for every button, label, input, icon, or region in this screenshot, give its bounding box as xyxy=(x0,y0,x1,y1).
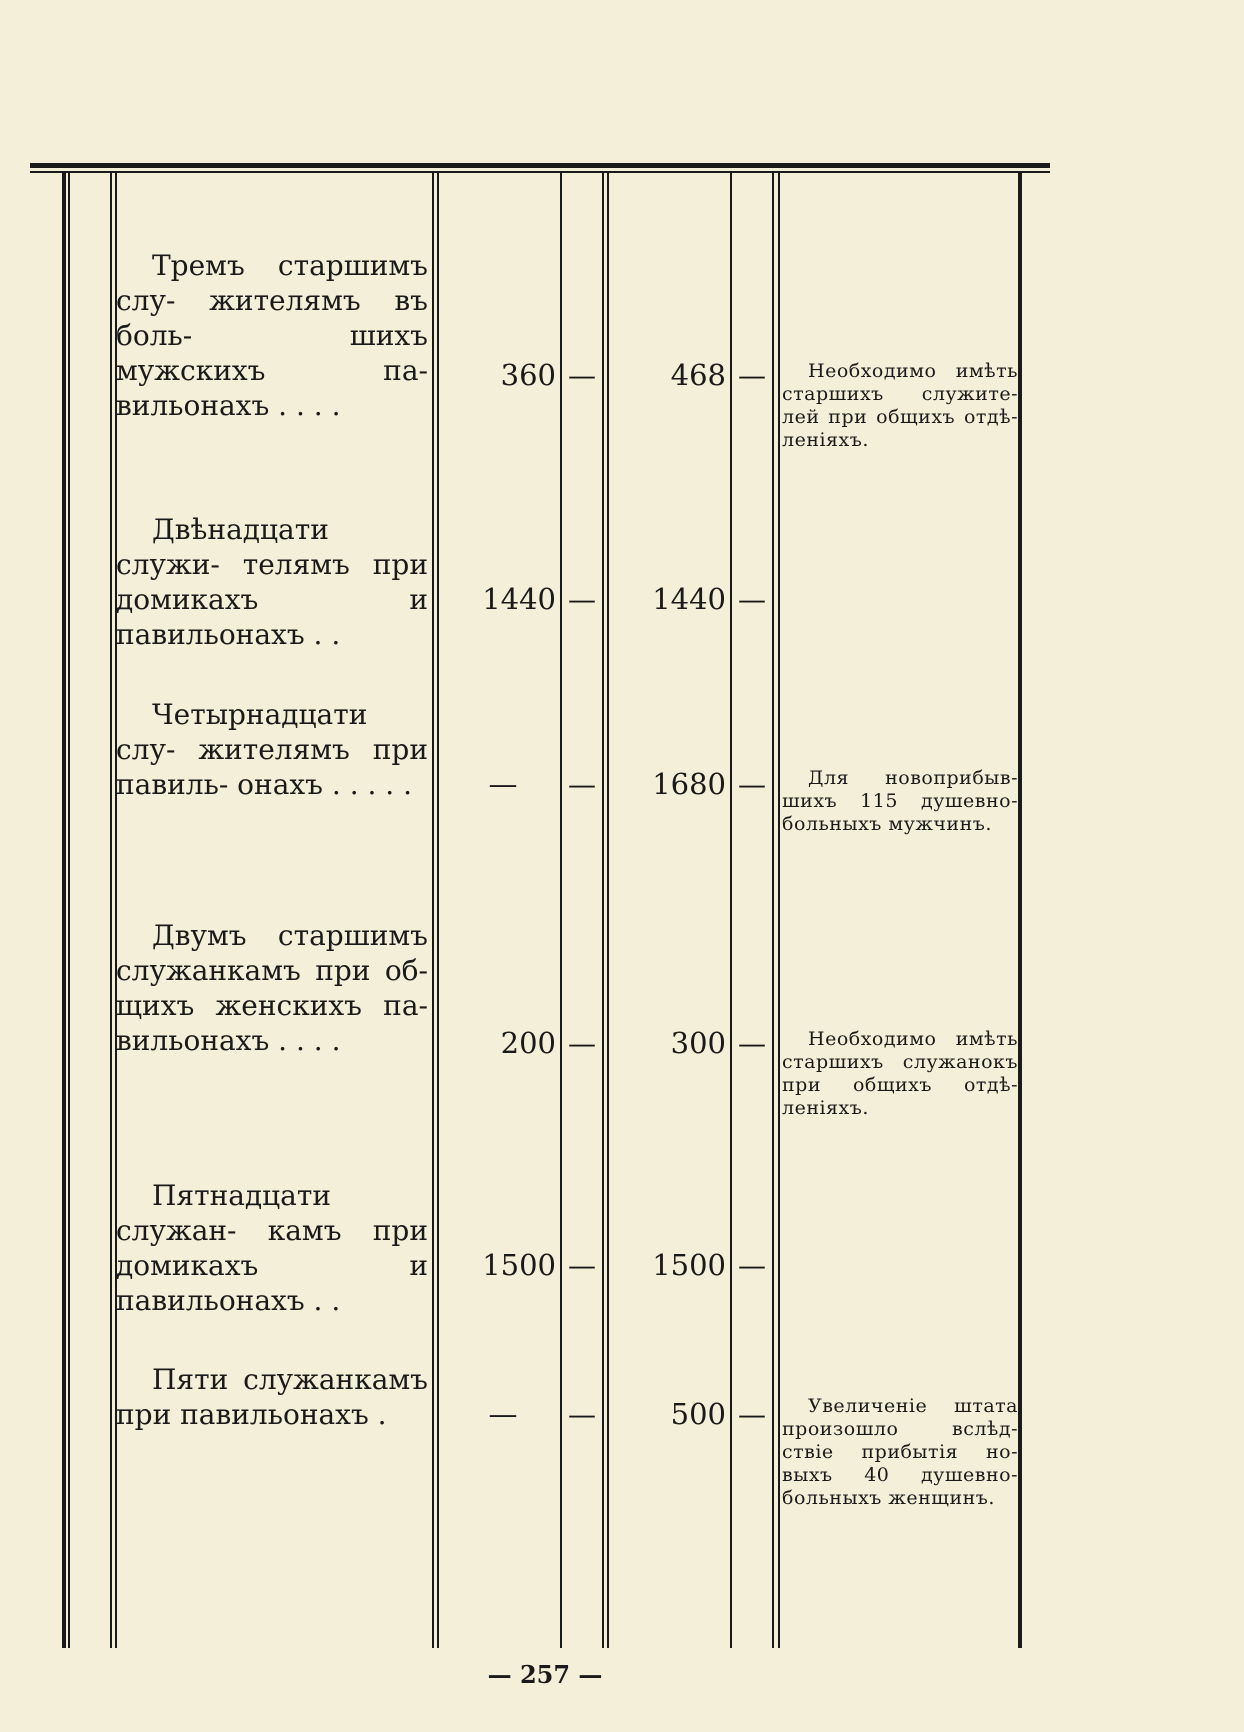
row-3-new-kopecks: — xyxy=(738,768,766,801)
row-1-note-text: Необходимо имѣть старшихъ служите- лей при общихъ отдѣ- леніяхъ. xyxy=(782,360,1018,451)
column-rule-desc-right xyxy=(432,173,434,1648)
row-3-description-text: Четырнадцати слу- жителямъ при павиль- онахъ . . . . . xyxy=(116,698,428,801)
row-5-old-amount: 1500 xyxy=(482,1248,556,1282)
row-3-note-text: Для новоприбыв- шихъ 115 душевно- больныхъ мужчинъ. xyxy=(782,767,1018,835)
column-rule-desc-right-2 xyxy=(437,173,439,1648)
row-6-old-amount: — xyxy=(488,1397,518,1431)
row-3-old-amount: — xyxy=(488,767,518,801)
row-6-note xyxy=(782,1395,1018,1510)
column-rule-old-kop-2 xyxy=(607,173,609,1648)
row-4-old-kopecks: — xyxy=(568,1027,596,1060)
row-1-description-text: Тремъ старшимъ слу- жителямъ въ боль- шихъ мужскихъ па- вильонахъ . . . . xyxy=(116,249,428,422)
row-3-new-amount: 1680 xyxy=(652,767,726,801)
row-2-description xyxy=(116,512,428,652)
column-rule-new-kop xyxy=(772,173,774,1648)
row-6-new-kopecks: — xyxy=(738,1398,766,1431)
row-2-description-text: Двѣнадцати служи- телямъ при домикахъ и павильонахъ . . xyxy=(116,513,428,651)
row-6-new-amount: 500 xyxy=(670,1397,726,1431)
header-rule xyxy=(30,163,1050,168)
row-4-new-kopecks: — xyxy=(738,1027,766,1060)
row-4-description-text: Двумъ старшимъ служанкамъ при об- щихъ женскихъ па- вильонахъ . . . . xyxy=(116,919,428,1057)
row-6-description xyxy=(116,1362,428,1432)
row-4-description xyxy=(116,918,428,1058)
row-4-new-amount: 300 xyxy=(670,1026,726,1060)
column-rule-right-outer xyxy=(1018,173,1022,1648)
column-rule-left-outer xyxy=(62,173,66,1648)
row-4-old-amount: 200 xyxy=(500,1026,556,1060)
row-4-note xyxy=(782,1028,1018,1120)
column-rule-left-inner xyxy=(68,173,70,1648)
row-5-new-kopecks: — xyxy=(738,1249,766,1282)
row-5-description-text: Пятнадцати служан- камъ при домикахъ и павильонахъ . . xyxy=(116,1179,428,1317)
row-1-new-kopecks: — xyxy=(738,359,766,392)
row-6-description-text: Пяти служанкамъ при павильонахъ . xyxy=(116,1363,428,1431)
header-rule-thin xyxy=(30,171,1050,173)
row-2-old-kopecks: — xyxy=(568,583,596,616)
row-2-old-amount: 1440 xyxy=(482,582,556,616)
row-3-description xyxy=(116,697,428,802)
row-2-new-kopecks: — xyxy=(738,583,766,616)
column-rule-desc-left xyxy=(110,173,112,1648)
column-rule-old-kop xyxy=(602,173,604,1648)
row-1-description xyxy=(116,248,428,423)
row-2-new-amount: 1440 xyxy=(652,582,726,616)
row-3-note xyxy=(782,767,1018,836)
row-5-new-amount: 1500 xyxy=(652,1248,726,1282)
row-4-note-text: Необходимо имѣть старшихъ служанокъ при общихъ отдѣ- леніяхъ. xyxy=(782,1028,1018,1119)
row-6-old-kopecks: — xyxy=(568,1398,596,1431)
row-1-old-kopecks: — xyxy=(568,359,596,392)
page-number: — 257 — xyxy=(487,1660,603,1689)
column-rule-new-kop-2 xyxy=(778,173,780,1648)
row-3-old-kopecks: — xyxy=(568,768,596,801)
row-6-note-text: Увеличеніе штата произошло вслѣд- ствіе прибытія но- выхъ 40 душевно- больныхъ женщинъ. xyxy=(782,1395,1018,1509)
row-5-description xyxy=(116,1178,428,1318)
row-1-new-amount: 468 xyxy=(670,358,726,392)
row-5-old-kopecks: — xyxy=(568,1249,596,1282)
row-1-note xyxy=(782,360,1018,452)
row-1-old-amount: 360 xyxy=(500,358,556,392)
